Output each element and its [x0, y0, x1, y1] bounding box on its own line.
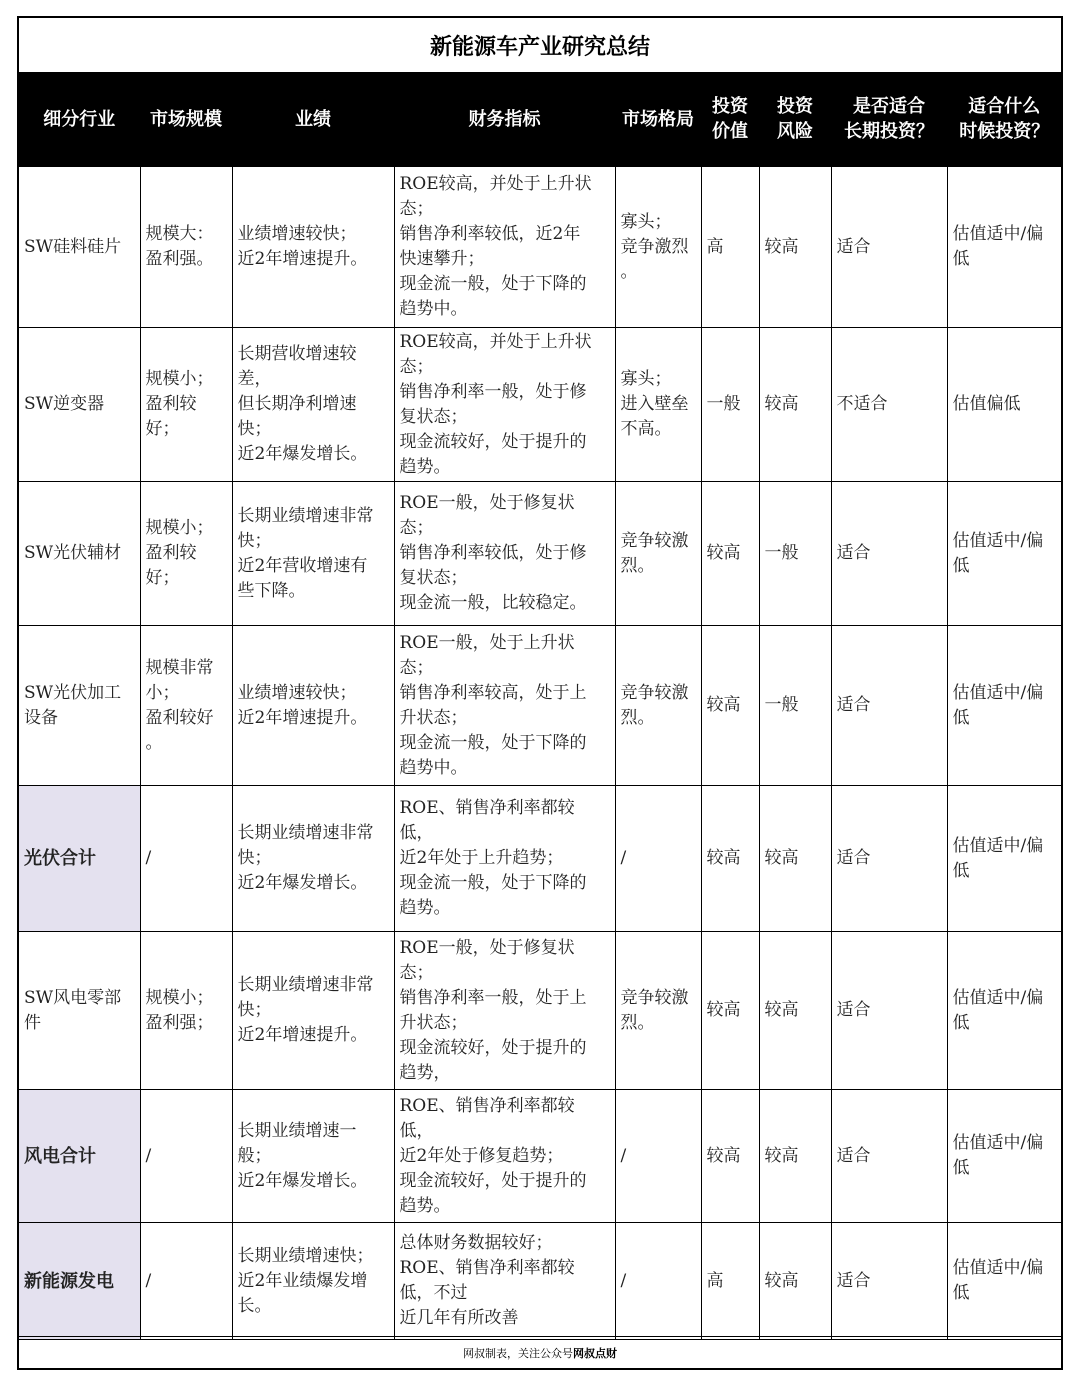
cell-value: [701, 1223, 759, 1340]
cell-longterm-text: 不适合: [836, 394, 888, 414]
cell-scale-text: /: [145, 1270, 152, 1291]
header-market: 市场格局: [615, 72, 701, 167]
cell-finance-text: ROE一般，处于修复状 态； 销售净利率一般，处于上 升状态； 现金流较好，处于提升的 趋势，: [399, 937, 587, 1083]
cell-value-text: 较高: [706, 543, 741, 563]
cell-scale: [140, 328, 232, 482]
cell-market: [615, 932, 701, 1090]
cell-value: [701, 482, 759, 626]
cell-market: [615, 626, 701, 786]
footer-brand: 网叔点财: [573, 1346, 617, 1360]
table-row: [19, 482, 1061, 626]
cell-timing: [947, 932, 1061, 1090]
table-row: [19, 1090, 1061, 1223]
cell-longterm-text: 适合: [836, 1270, 871, 1291]
cell-timing: [947, 786, 1061, 932]
cell-performance: [232, 482, 394, 626]
cell-performance-text: 长期业绩增速快； 近2年业绩爆发增 长。: [237, 1245, 374, 1316]
cell-longterm-text: 适合: [836, 695, 871, 715]
cell-value: [701, 1090, 759, 1223]
table-row: [19, 328, 1061, 482]
cell-finance: [394, 167, 615, 328]
cell-industry-text: SW逆变器: [24, 394, 105, 414]
cell-value-text: 一般: [706, 394, 741, 414]
cell-finance-text: 总体财务数据较好； ROE、销售净利率都较 低，不过 近几年有所改善: [399, 1233, 575, 1328]
table-row: [19, 786, 1061, 932]
cell-timing-text: 估值适中/偏 低: [952, 530, 1044, 576]
cell-market-text: /: [620, 1270, 627, 1291]
header-performance: 业绩: [232, 72, 394, 167]
cell-risk-text: 较高: [764, 1145, 799, 1166]
cell-performance-text: 长期业绩增速非常 快； 近2年爆发增长。: [237, 823, 374, 893]
cell-industry: [19, 786, 140, 932]
cell-industry-text: SW光伏辅材: [24, 543, 122, 563]
cell-industry: [19, 167, 140, 328]
cell-timing: [947, 167, 1061, 328]
cell-risk: [759, 1223, 831, 1340]
cell-finance-text: ROE一般，处于上升状 态； 销售净利率较高，处于上 升状态； 现金流一般，处于下降的 趋势中。: [399, 632, 587, 778]
cell-value-text: 较高: [706, 695, 741, 715]
cell-market: [615, 328, 701, 482]
footer: [19, 1336, 1061, 1368]
cell-value-text: 高: [706, 236, 724, 257]
cell-performance: [232, 786, 394, 932]
cell-scale: [140, 1223, 232, 1340]
cell-scale: [140, 932, 232, 1090]
cell-scale-text: /: [145, 848, 152, 868]
cell-industry-text: SW光伏加工 设备: [24, 682, 122, 728]
table-body: [19, 167, 1061, 1340]
cell-industry-text: 风电合计: [24, 1145, 96, 1167]
cell-longterm: [831, 1090, 947, 1223]
cell-timing: [947, 1090, 1061, 1223]
header-timing: 适合什么 时候投资？: [947, 72, 1061, 167]
table-row: [19, 626, 1061, 786]
cell-timing-text: 估值适中/偏 低: [952, 1133, 1044, 1178]
footer-prefix: 网叔制表，关注公众号: [463, 1346, 573, 1360]
cell-scale-text: 规模小； 盈利较 好；: [145, 369, 214, 439]
table-row: [19, 932, 1061, 1090]
cell-industry-text: 新能源发电: [24, 1270, 114, 1292]
cell-longterm: [831, 626, 947, 786]
cell-performance-text: 业绩增速较快； 近2年增速提升。: [237, 682, 368, 728]
cell-longterm: [831, 1223, 947, 1340]
cell-performance-text: 长期业绩增速一 般； 近2年爆发增长。: [237, 1120, 368, 1191]
cell-industry: [19, 626, 140, 786]
cell-risk-text: 较高: [764, 1000, 799, 1020]
cell-performance-text: 长期业绩增速非常 快； 近2年营收增速有 些下降。: [237, 505, 374, 601]
cell-finance-text: ROE、销售净利率都较 低， 近2年处于上升趋势； 现金流一般，处于下降的 趋势。: [399, 798, 587, 918]
cell-industry: [19, 1223, 140, 1340]
cell-risk: [759, 626, 831, 786]
header-scale: 市场规模: [140, 72, 232, 167]
cell-market-text: 寡头； 竞争激烈 。: [620, 211, 689, 282]
cell-value: [701, 167, 759, 328]
cell-market: [615, 482, 701, 626]
cell-value-text: 较高: [706, 1000, 741, 1020]
cell-scale: [140, 1090, 232, 1223]
cell-longterm: [831, 786, 947, 932]
cell-longterm: [831, 167, 947, 328]
cell-market-text: 竞争较激 烈。: [620, 987, 689, 1033]
cell-market-text: /: [620, 848, 627, 868]
cell-performance: [232, 167, 394, 328]
table-row: [19, 167, 1061, 328]
cell-risk: [759, 167, 831, 328]
cell-industry-text: SW风电零部 件: [24, 987, 122, 1033]
cell-performance-text: 业绩增速较快； 近2年增速提升。: [237, 224, 368, 269]
cell-longterm: [831, 328, 947, 482]
cell-longterm-text: 适合: [836, 1000, 871, 1020]
header-value: 投资 价值: [701, 72, 759, 167]
cell-risk: [759, 786, 831, 932]
cell-market: [615, 167, 701, 328]
cell-market-text: 寡头； 进入壁垒 不高。: [620, 369, 689, 439]
cell-timing-text: 估值偏低: [952, 394, 1021, 414]
cell-scale: [140, 626, 232, 786]
cell-scale: [140, 786, 232, 932]
cell-value: [701, 626, 759, 786]
cell-market-text: /: [620, 1145, 627, 1166]
cell-timing: [947, 328, 1061, 482]
cell-industry: [19, 932, 140, 1090]
cell-finance: [394, 482, 615, 626]
cell-finance: [394, 786, 615, 932]
cell-timing: [947, 626, 1061, 786]
header-risk: 投资 风险: [759, 72, 831, 167]
cell-risk: [759, 1090, 831, 1223]
cell-industry-text: SW硅料硅片: [24, 236, 122, 257]
header-finance: 财务指标: [394, 72, 615, 167]
cell-finance: [394, 328, 615, 482]
cell-market: [615, 1223, 701, 1340]
cell-finance: [394, 626, 615, 786]
cell-longterm: [831, 932, 947, 1090]
cell-performance: [232, 932, 394, 1090]
cell-value: [701, 932, 759, 1090]
table-row: [19, 1223, 1061, 1340]
cell-risk: [759, 328, 831, 482]
cell-finance-text: ROE较高，并处于上升状 态； 销售净利率较低，近2年 快速攀升； 现金流一般，处于下降的 趋势中。: [399, 174, 592, 319]
table-frame: [17, 16, 1063, 1370]
cell-scale: [140, 482, 232, 626]
cell-performance: [232, 328, 394, 482]
cell-risk-text: 较高: [764, 1270, 799, 1291]
cell-scale-text: 规模非常 小； 盈利较好 。: [145, 657, 214, 753]
header-industry: 细分行业: [19, 72, 140, 167]
cell-value-text: 较高: [706, 1145, 741, 1166]
cell-finance: [394, 1090, 615, 1223]
cell-timing: [947, 1223, 1061, 1340]
cell-performance-text: 长期业绩增速非常 快； 近2年增速提升。: [237, 975, 374, 1045]
page-title: 新能源车产业研究总结: [429, 34, 650, 60]
cell-performance: [232, 1223, 394, 1340]
cell-longterm-text: 适合: [836, 236, 871, 257]
cell-timing-text: 估值适中/偏 低: [952, 835, 1044, 881]
cell-risk-text: 一般: [764, 543, 799, 563]
cell-timing-text: 估值适中/偏 低: [952, 682, 1044, 728]
cell-scale: [140, 167, 232, 328]
cell-scale-text: 规模小； 盈利强；: [145, 987, 214, 1033]
cell-market: [615, 786, 701, 932]
cell-timing-text: 估值适中/偏 低: [952, 987, 1044, 1033]
cell-finance-text: ROE、销售净利率都较 低， 近2年处于修复趋势； 现金流较好，处于提升的 趋势。: [399, 1095, 587, 1216]
cell-performance-text: 长期营收增速较 差， 但长期净利增速 快； 近2年爆发增长。: [237, 344, 368, 464]
cell-performance: [232, 1090, 394, 1223]
cell-industry: [19, 482, 140, 626]
cell-timing-text: 估值适中/偏 低: [952, 224, 1044, 269]
cell-scale-text: 规模大： 盈利强。: [145, 224, 214, 269]
cell-finance: [394, 1223, 615, 1340]
cell-industry: [19, 328, 140, 482]
cell-risk: [759, 932, 831, 1090]
cell-finance-text: ROE一般，处于修复状 态； 销售净利率较低，处于修 复状态； 现金流一般，比较稳定。: [399, 493, 587, 613]
header-longterm: 是否适合 长期投资？: [831, 72, 947, 167]
cell-risk-text: 较高: [764, 236, 799, 257]
cell-longterm: [831, 482, 947, 626]
cell-value: [701, 786, 759, 932]
cell-value-text: 较高: [706, 848, 741, 868]
cell-value-text: 高: [706, 1270, 724, 1291]
cell-scale-text: /: [145, 1145, 152, 1166]
cell-finance: [394, 932, 615, 1090]
cell-performance: [232, 626, 394, 786]
cell-risk-text: 一般: [764, 695, 799, 715]
cell-longterm-text: 适合: [836, 1145, 871, 1166]
cell-risk: [759, 482, 831, 626]
cell-timing-text: 估值适中/偏 低: [952, 1258, 1044, 1303]
cell-market: [615, 1090, 701, 1223]
cell-value: [701, 328, 759, 482]
cell-risk-text: 较高: [764, 394, 799, 414]
cell-risk-text: 较高: [764, 848, 799, 868]
cell-longterm-text: 适合: [836, 543, 871, 563]
cell-market-text: 竞争较激 烈。: [620, 530, 689, 576]
cell-longterm-text: 适合: [836, 848, 871, 868]
cell-timing: [947, 482, 1061, 626]
cell-market-text: 竞争较激 烈。: [620, 682, 689, 728]
summary-table: [19, 72, 1061, 1340]
cell-industry-text: 光伏合计: [24, 848, 96, 869]
header-row: [19, 72, 1061, 167]
cell-industry: [19, 1090, 140, 1223]
cell-finance-text: ROE较高，并处于上升状 态； 销售净利率一般，处于修 复状态； 现金流较好，处于提升的 趋势。: [399, 331, 592, 477]
cell-scale-text: 规模小； 盈利较 好；: [145, 518, 214, 588]
